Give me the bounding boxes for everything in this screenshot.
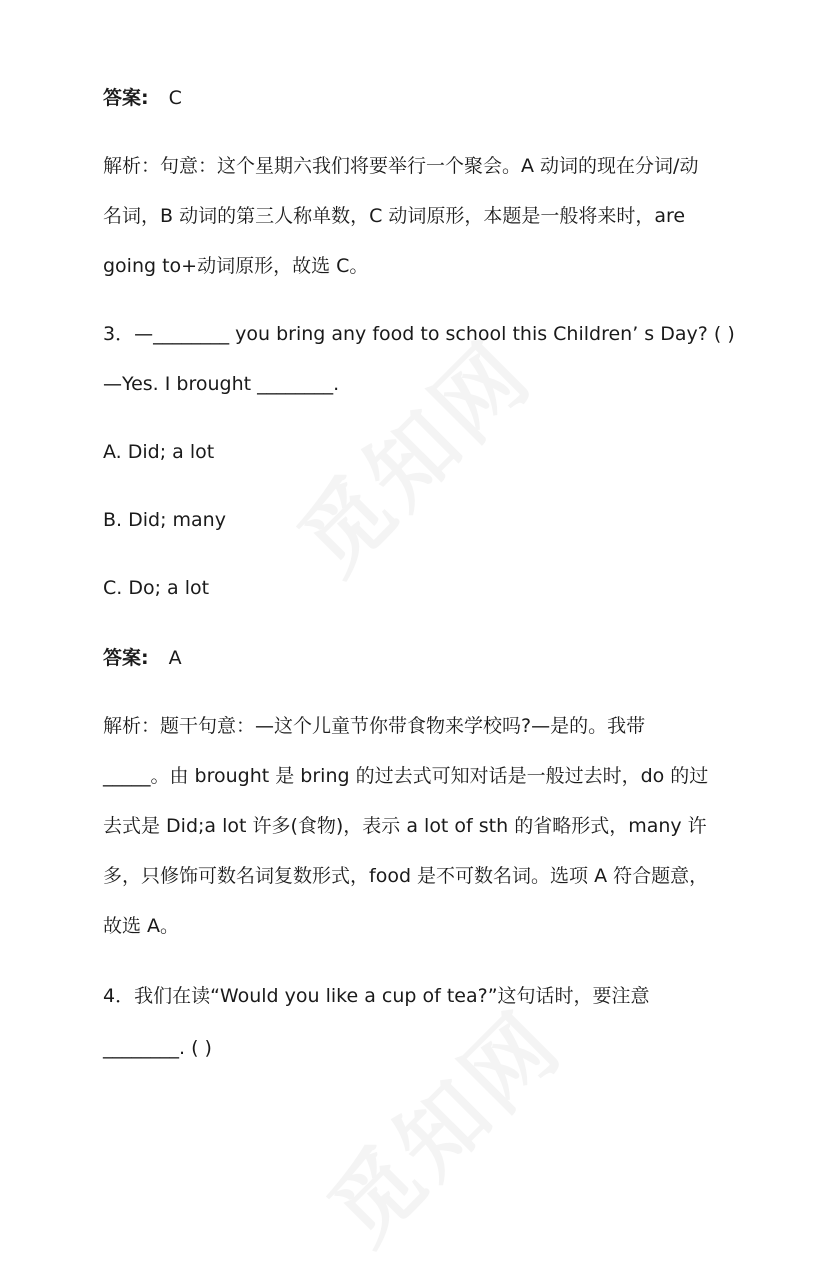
answer-value: A [168,647,182,669]
answer-label: 答案: [103,87,149,109]
option-b: B. Did; many [103,509,226,531]
analysis-2-line-2: _____。由 brought 是 bring 的过去式可知对话是一般过去时，do 的过 [103,765,709,787]
analysis-2-line-4: 多，只修饰可数名词复数形式，food 是不可数名词。选项 A 符合题意， [103,865,709,887]
analysis-2-line-5: 故选 A。 [103,915,180,937]
option-a: A. Did; a lot [103,441,215,463]
watermark-1 [267,309,556,598]
question-3-line-2: —Yes. I brought ________. [103,373,340,395]
watermark-2 [297,979,586,1267]
analysis-1-line-3: going to+动词原形，故选 C。 [103,255,369,277]
answer-value: C [168,87,182,109]
question-4-line-1: 4．我们在读“Would you like a cup of tea?”这句话时，要注意 [103,985,650,1007]
question-3-line-1: 3．—________ you bring any food to school this Children’ s Day? ( ) [103,323,735,345]
analysis-1-line-2: 名词，B 动词的第三人称单数，C 动词原形，本题是一般将来时，are [103,205,686,227]
answer-label: 答案: [103,647,149,669]
answer-line-1 [103,86,182,110]
analysis-2-line-3: 去式是 Did;a lot 许多(食物)，表示 a lot of sth 的省略形式，many 许 [103,815,707,837]
analysis-1-line-1: 解析：句意：这个星期六我们将要举行一个聚会。A 动词的现在分词/动 [103,155,699,177]
answer-line-2 [103,646,182,670]
question-4-line-2: ________. ( ) [103,1037,212,1059]
option-c: C. Do; a lot [103,577,210,599]
analysis-2-line-1: 解析：题干句意：—这个儿童节你带食物来学校吗?—是的。我带 [103,715,646,737]
